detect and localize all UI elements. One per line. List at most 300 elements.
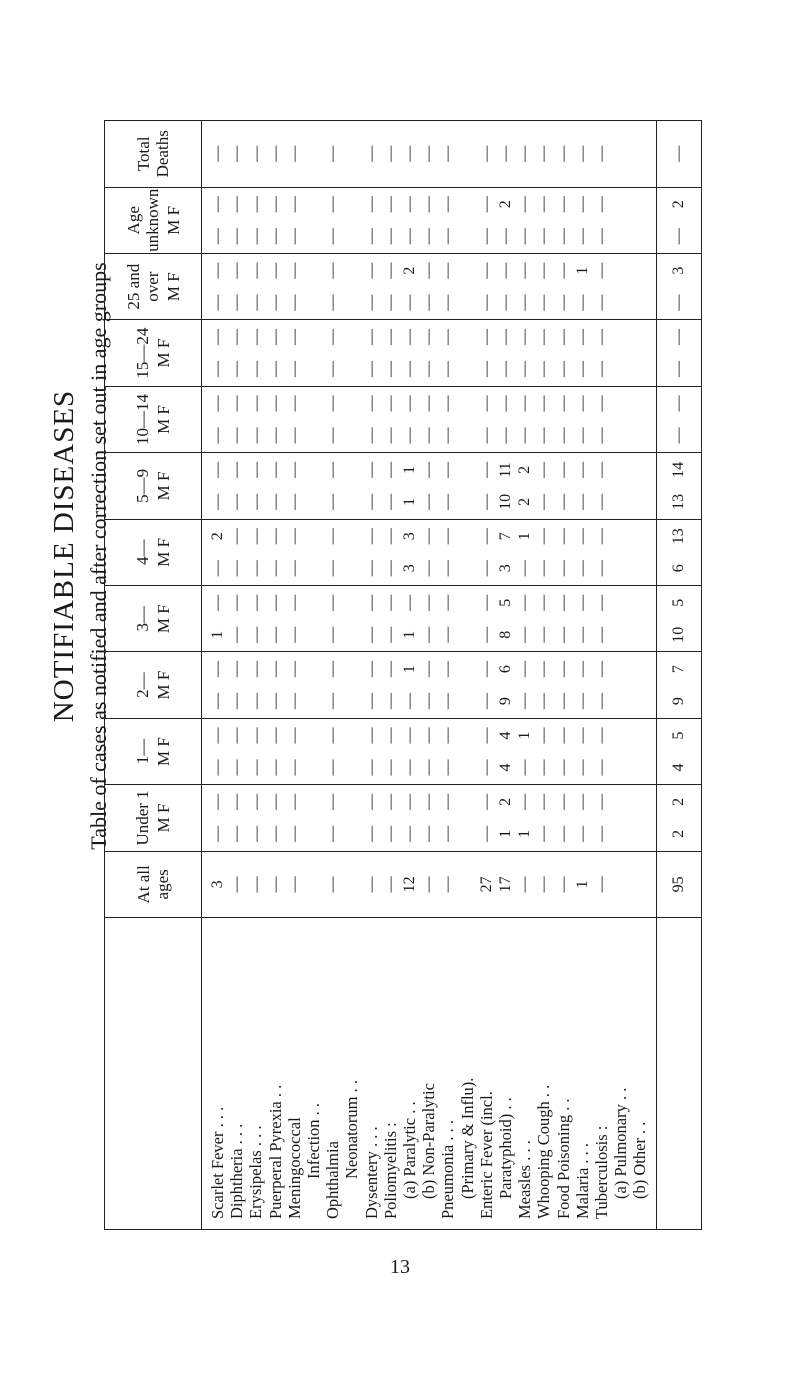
cell-value-f: — — [573, 329, 591, 346]
cell-value-f — [630, 524, 649, 548]
cell-value-m: — — [573, 560, 591, 577]
cell-value-f — [304, 524, 323, 548]
cell-value-m: — — [516, 626, 534, 643]
cell-value-m: — — [209, 294, 227, 311]
cell-value-f — [458, 591, 477, 615]
cell-value-f: — — [477, 461, 495, 478]
cell-value-f: 2 — [516, 465, 534, 474]
cell-value-m — [342, 689, 361, 713]
cell-value-m: — — [496, 228, 514, 245]
cell-value-m: — — [573, 626, 591, 643]
disease-name: Scarlet Fever . . . — [208, 1106, 227, 1219]
cell-value-m — [458, 623, 477, 647]
cell-value-f: — — [228, 329, 246, 346]
cell-value-f: — — [439, 395, 457, 412]
cell-value-m: — — [362, 493, 380, 510]
disease-name: Ophthalmia — [323, 1141, 343, 1219]
header-disease — [105, 918, 202, 1230]
cell-value-m: — — [324, 825, 342, 842]
cell-value-f: — — [554, 528, 572, 545]
cell-value-f: — — [516, 196, 534, 213]
cell-value-m: — — [573, 361, 591, 378]
cell-value-f: — — [477, 329, 495, 346]
cell-value-f — [458, 192, 477, 216]
cell-value-f — [342, 325, 361, 349]
cell-value-m: — — [439, 493, 457, 510]
cell-value-f: — — [285, 661, 303, 678]
cell-value-f: 4 — [496, 731, 514, 740]
cell-value-m — [458, 756, 477, 780]
total-value-m: 13 — [669, 493, 687, 510]
cell-value-m: — — [439, 361, 457, 378]
cell-value-f: — — [554, 329, 572, 346]
cell-value-f: — — [592, 461, 610, 478]
total-age-5-9 — [656, 453, 701, 519]
cell-value-m: — — [285, 361, 303, 378]
cell-value-f: — — [228, 528, 246, 545]
cell-value-f — [458, 325, 477, 349]
disease-name: Pneumonia . . . — [438, 1120, 458, 1219]
cell-value-f: — — [477, 661, 495, 678]
cell-value-f — [630, 790, 649, 814]
cell-value: — — [381, 876, 399, 893]
values-age-5-9 — [202, 453, 657, 519]
total-at-all-ages — [656, 851, 701, 917]
cell-value-f: 6 — [496, 665, 514, 674]
cell-value-f: — — [266, 793, 284, 810]
cell-value-f — [611, 524, 630, 548]
cell-value-f — [304, 192, 323, 216]
cell-value-m: 1 — [401, 630, 419, 639]
cell-value-f: — — [477, 395, 495, 412]
cell-value-m — [611, 423, 630, 447]
total-value-f: 5 — [669, 731, 687, 740]
cell-value: — — [496, 145, 514, 162]
cell-value-m: — — [573, 759, 591, 776]
cell-value-f: — — [401, 395, 419, 412]
cell-value-f: — — [439, 727, 457, 744]
cell-value-f: — — [285, 395, 303, 412]
cell-value-f — [630, 192, 649, 216]
cell-value-m — [304, 224, 323, 248]
cell-value-m — [458, 423, 477, 447]
cell-value: — — [573, 145, 591, 162]
cell-value-m — [342, 756, 361, 780]
cell-value-f: — — [324, 262, 342, 279]
cell-value-m: — — [285, 493, 303, 510]
cell-value-f: — — [324, 594, 342, 611]
disease-name: Food Poisoning . . — [553, 1098, 573, 1219]
cell-value-m: — — [401, 228, 419, 245]
page-number: 13 — [390, 1256, 410, 1278]
cell-value-f: — — [381, 196, 399, 213]
cell-value-m: 1 — [516, 829, 534, 838]
cell-value-f: — — [516, 661, 534, 678]
cell-value-m: — — [420, 228, 438, 245]
cell-value-m: — — [554, 294, 572, 311]
header-age-unknown — [105, 187, 202, 253]
cell-value-m: — — [228, 361, 246, 378]
cell-value-f — [630, 325, 649, 349]
cell-value-m: — — [573, 294, 591, 311]
totals-row — [656, 121, 701, 1230]
cell-value-m — [630, 357, 649, 381]
cell-value-f — [611, 790, 630, 814]
cell-value-m: — — [362, 427, 380, 444]
cell-value-f: — — [420, 727, 438, 744]
cell-value-m: — — [420, 493, 438, 510]
cell-value-m: — — [535, 693, 553, 710]
header-sex-label: M F — [163, 205, 183, 235]
cell-value: — — [420, 876, 438, 893]
cell-value-m: — — [285, 825, 303, 842]
values-age-4 — [202, 519, 657, 585]
header-age-3 — [105, 586, 202, 652]
cell-value-m: — — [266, 294, 284, 311]
cell-value-m: — — [362, 228, 380, 245]
cell-value-m: — — [420, 427, 438, 444]
cell-value-f: — — [362, 262, 380, 279]
cell-value-f — [304, 325, 323, 349]
cell-value-f: — — [554, 727, 572, 744]
values-age-25-over — [202, 253, 657, 319]
values-age-1 — [202, 718, 657, 784]
cell-value-f: — — [573, 196, 591, 213]
cell-value-m: — — [362, 560, 380, 577]
cell-value-m: — — [554, 759, 572, 776]
cell-value-f: — — [362, 395, 380, 412]
cell-value-f: — — [535, 196, 553, 213]
cell-value-f — [630, 724, 649, 748]
total-value-m: 4 — [669, 763, 687, 772]
cell-value-f: — — [381, 395, 399, 412]
cell-value-m — [304, 556, 323, 580]
cell-value-m: — — [401, 759, 419, 776]
cell-value-m: — — [209, 427, 227, 444]
cell-value-m: — — [285, 427, 303, 444]
cell-value-f: — — [324, 793, 342, 810]
cell-value-m — [342, 623, 361, 647]
cell-value-f: — — [592, 528, 610, 545]
header-label: 1— — [133, 738, 152, 765]
header-sex-label: M F — [163, 272, 183, 302]
cell-value-m: — — [477, 361, 495, 378]
cell-value: — — [554, 145, 572, 162]
cell-value-f: — — [535, 461, 553, 478]
cell-value-m: 2 — [516, 497, 534, 506]
cell-value-m — [630, 822, 649, 846]
cell-value-f: — — [554, 461, 572, 478]
cell-value-f: — — [209, 395, 227, 412]
cell-value-f: — — [535, 528, 553, 545]
header-label: Total Deaths — [134, 130, 172, 178]
cell-value: — — [592, 145, 610, 162]
cell-value-m: — — [496, 294, 514, 311]
cell-value-f — [611, 724, 630, 748]
header-sex-label: M F — [154, 338, 173, 368]
cell-value-f — [342, 724, 361, 748]
disease-name: Paratyphoid) . . — [496, 1097, 516, 1199]
cell-value-f: — — [228, 727, 246, 744]
cell-value-m: — — [420, 294, 438, 311]
header-age-25-over — [105, 253, 202, 319]
cell-value-f: — — [209, 329, 227, 346]
cell-value: — — [535, 145, 553, 162]
total-value-f: 13 — [669, 528, 687, 545]
cell-value-f: — — [535, 329, 553, 346]
cell-value-m: — — [228, 228, 246, 245]
cell-value-f: — — [247, 329, 265, 346]
cell-value-f: — — [439, 661, 457, 678]
cell-value-m — [630, 689, 649, 713]
cell-value-m: — — [592, 228, 610, 245]
cell-value-f — [458, 724, 477, 748]
cell-value: — — [439, 876, 457, 893]
header-sex-label: M F — [154, 604, 173, 634]
cell-value-m: — — [285, 693, 303, 710]
cell-value-f: — — [420, 196, 438, 213]
cell-value-f: — — [554, 262, 572, 279]
cell-value-f — [630, 391, 649, 415]
cell-value-f — [630, 259, 649, 283]
cell-value-f: — — [362, 329, 380, 346]
cell-value-m: — — [324, 626, 342, 643]
cell-value-m: — — [496, 361, 514, 378]
header-age-2 — [105, 652, 202, 718]
header-label: 2— — [133, 672, 152, 698]
cell-value-f: — — [535, 727, 553, 744]
cell-value-m — [630, 556, 649, 580]
header-at-all-ages — [105, 851, 202, 917]
cell-value-f: — — [247, 793, 265, 810]
header-label: 10—14 — [133, 393, 152, 445]
header-label: 25 and over — [123, 263, 162, 310]
cell-value-f: — — [247, 594, 265, 611]
cell-value-m: — — [324, 361, 342, 378]
cell-value-f: — — [381, 329, 399, 346]
header-age-15-24 — [105, 320, 202, 386]
cell-value-m: — — [477, 825, 495, 842]
cell-value-f: — — [362, 727, 380, 744]
cell-value-m: — — [381, 759, 399, 776]
cell-value-m: — — [573, 493, 591, 510]
cell-value-f: — — [496, 262, 514, 279]
cell-value-m: 1 — [209, 630, 227, 639]
cell-value-m — [342, 490, 361, 514]
cell-value-m: — — [516, 693, 534, 710]
cell-value-m: — — [592, 294, 610, 311]
total-age-unknown — [656, 187, 701, 253]
cell-value-f: — — [209, 461, 227, 478]
cell-value-m — [458, 291, 477, 315]
cell-value-f: — — [324, 661, 342, 678]
cell-value-m: — — [324, 427, 342, 444]
cell-value-m: 1 — [401, 497, 419, 506]
cell-value-f: — — [535, 594, 553, 611]
cell-value-m: — — [439, 294, 457, 311]
total-value-f: 2 — [669, 797, 687, 806]
disease-name: Erysipelas . . . — [246, 1125, 266, 1219]
cell-value-m: — — [592, 626, 610, 643]
cell-value-m — [611, 224, 630, 248]
cell-value-f: — — [324, 461, 342, 478]
cell-value-m: — — [554, 361, 572, 378]
cell-value-f: — — [439, 528, 457, 545]
cell-value-m: — — [362, 626, 380, 643]
cell-value-f: — — [401, 594, 419, 611]
total-value-m: — — [669, 427, 687, 444]
cell-value-f: — — [516, 329, 534, 346]
cell-value-f: — — [439, 196, 457, 213]
cell-value-m: — — [247, 361, 265, 378]
cell-value-f: — — [573, 793, 591, 810]
cell-value-f — [611, 325, 630, 349]
cell-value-m: — — [209, 228, 227, 245]
header-age-5-9 — [105, 453, 202, 519]
cell-value-m — [630, 623, 649, 647]
cell-value-m: — — [516, 560, 534, 577]
cell-value-m: — — [247, 427, 265, 444]
cell-value-m: — — [362, 825, 380, 842]
cell-value-m: — — [554, 626, 572, 643]
total-value-m: 6 — [669, 564, 687, 573]
cell-value-f: — — [247, 461, 265, 478]
cell-value: — — [324, 145, 342, 162]
cell-value-m: — — [266, 361, 284, 378]
cell-value-m — [342, 224, 361, 248]
cell-value-m: — — [209, 825, 227, 842]
cell-value: 1 — [573, 880, 591, 889]
cell-value-f: 1 — [401, 665, 419, 674]
cell-value-m: — — [420, 626, 438, 643]
header-sex-label: M F — [154, 405, 173, 434]
disease-name: Puerperal Pyrexia . . — [265, 1084, 285, 1219]
cell-value-f: — — [266, 594, 284, 611]
cell-value-f: — — [228, 793, 246, 810]
cell-value-f: — — [362, 793, 380, 810]
values-under-1 — [202, 785, 657, 851]
cell-value-m: — — [439, 560, 457, 577]
cell-value-f: — — [247, 395, 265, 412]
cell-value-m: — — [228, 560, 246, 577]
cell-value: — — [209, 145, 227, 162]
cell-value-m — [342, 822, 361, 846]
cell-value: — — [266, 876, 284, 893]
cell-value-m: 3 — [496, 564, 514, 573]
disease-name: Measles . . . — [515, 1140, 535, 1219]
cell-value-f: 1 — [516, 532, 534, 541]
cell-value-f: — — [439, 793, 457, 810]
cell-value-f: — — [401, 329, 419, 346]
cell-value-f: — — [266, 528, 284, 545]
cell-value-f: — — [401, 727, 419, 744]
cell-value-m: — — [535, 493, 553, 510]
cell-value: — — [477, 145, 495, 162]
disease-name: Meningococcal — [284, 1117, 304, 1219]
cell-value: 17 — [496, 876, 514, 893]
cell-value-m: — — [324, 759, 342, 776]
cell-value: — — [420, 145, 438, 162]
cell-value-f: 1 — [516, 731, 534, 740]
cell-value-m: 1 — [496, 829, 514, 838]
cell-value-m — [342, 423, 361, 447]
cell-value-m: — — [420, 693, 438, 710]
cell-value-m: — — [362, 693, 380, 710]
cell-value-m: — — [554, 427, 572, 444]
cell-value-f: — — [362, 461, 380, 478]
cell-value: — — [401, 145, 419, 162]
cell-value-f: — — [266, 196, 284, 213]
total-age-4 — [656, 519, 701, 585]
cell-value-f: — — [228, 461, 246, 478]
total-age-1 — [656, 718, 701, 784]
cell-value-m: — — [496, 427, 514, 444]
header-label: 3— — [133, 605, 152, 632]
cell-value-m: — — [535, 759, 553, 776]
cell-value-f: — — [592, 727, 610, 744]
cell-value-f: — — [420, 461, 438, 478]
cell-value-f — [304, 657, 323, 681]
cell-value: — — [554, 876, 572, 893]
cell-value-f — [458, 259, 477, 283]
cell-value-m — [458, 689, 477, 713]
cell-value-m: — — [477, 626, 495, 643]
cell-value-m: — — [573, 228, 591, 245]
cell-value-m — [342, 291, 361, 315]
cell-value-f: 1 — [401, 465, 419, 474]
cell-value-f: — — [439, 262, 457, 279]
cell-value-m: — — [439, 626, 457, 643]
values-age-10-14 — [202, 386, 657, 452]
cell-value-f: — — [266, 727, 284, 744]
header-total-deaths — [105, 121, 202, 188]
cell-value: 12 — [401, 876, 419, 893]
cell-value-f: — — [228, 661, 246, 678]
cell-value-m — [611, 490, 630, 514]
cell-value-m: — — [266, 759, 284, 776]
cell-value-m — [304, 689, 323, 713]
cell-value-f: — — [573, 461, 591, 478]
cell-value-f: — — [247, 196, 265, 213]
cell-value-f — [342, 259, 361, 283]
cell-value-m: — — [516, 228, 534, 245]
cell-value-f: — — [420, 661, 438, 678]
cell-value-m: 10 — [496, 493, 514, 510]
cell-value-m: — — [228, 294, 246, 311]
cell-value-m: — — [362, 294, 380, 311]
cell-value-f: 5 — [496, 598, 514, 607]
cell-value-m — [611, 822, 630, 846]
cell-value-f: 3 — [401, 532, 419, 541]
cell-value-m: — — [266, 825, 284, 842]
cell-value-f: — — [535, 793, 553, 810]
cell-value-m: — — [362, 759, 380, 776]
diseases-table — [104, 120, 702, 1230]
header-label: Age unknown — [123, 188, 162, 252]
cell-value: — — [247, 145, 265, 162]
header-sex-label: M F — [154, 537, 173, 567]
disease-name: Malaria . . . — [572, 1142, 592, 1219]
cell-value-f: — — [324, 395, 342, 412]
cell-value-m: — — [381, 294, 399, 311]
cell-value-f — [458, 657, 477, 681]
cell-value-m: 9 — [496, 697, 514, 706]
cell-value-m: — — [439, 427, 457, 444]
cell-value-f: — — [266, 461, 284, 478]
cell-value-m: — — [324, 493, 342, 510]
cell-value-m: — — [592, 361, 610, 378]
cell-value-f: — — [496, 395, 514, 412]
